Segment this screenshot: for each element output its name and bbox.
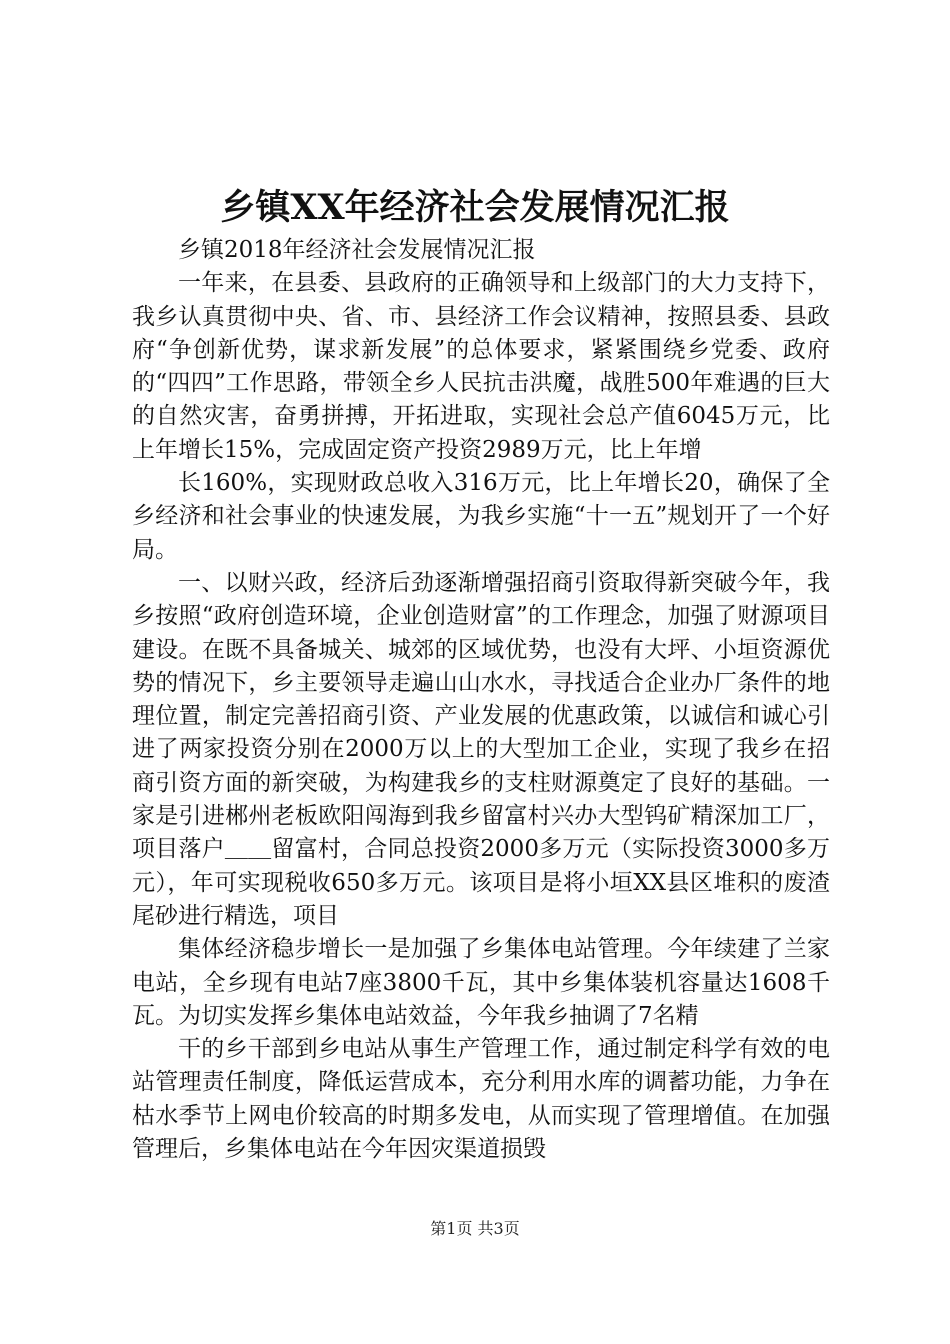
- paragraph: 干的乡干部到乡电站从事生产管理工作，通过制定科学有效的电站管理责任制度，降低运营成本，充分利用水库的调蓄功能，力争在枯水季节上网电价较高的时期多发电，从而实现了管理增值。在加强管理后，乡集体电站在今年因灾渠道损毁: [132, 1036, 830, 1163]
- document-body: [132, 234, 830, 1166]
- document-title: 乡镇XX年经济社会发展情况汇报: [220, 187, 730, 228]
- paragraph: 乡镇2018年经济社会发展情况汇报: [178, 237, 536, 263]
- paragraph: 集体经济稳步增长一是加强了乡集体电站管理。今年续建了兰家电站，全乡现有电站7座3800千瓦，其中乡集体装机容量达1608千瓦。为切实发挥乡集体电站效益，今年我乡抽调了7名精: [132, 936, 830, 1029]
- paragraph: 长160%，实现财政总收入316万元，比上年增长20，确保了全乡经济和社会事业的快速发展，为我乡实施“十一五”规划开了一个好局。: [132, 470, 830, 563]
- paragraph: 一年来，在县委、县政府的正确领导和上级部门的大力支持下，我乡认真贯彻中央、省、市、县经济工作会议精神，按照县委、县政府“争创新优势，谋求新发展”的总体要求，紧紧围绕乡党委、政府的“四四”工作思路，带领全乡人民抗击洪魔，战胜500年难遇的巨大的自然灾害，奋勇拼搏，开拓进取，实现社会总产值6045万元，比上年增长15%，完成固定资产投资2989万元，比上年增: [132, 270, 830, 463]
- page-number-footer: 第1页 共3页: [430, 1219, 520, 1238]
- paragraph: 一、以财兴政，经济后劲逐渐增强招商引资取得新突破今年，我乡按照“政府创造环境，企业创造财富”的工作理念，加强了财源项目建设。在既不具备城关、城郊的区域优势，也没有大坪、小垣资源优势的情况下，乡主要领导走遍山山水水，寻找适合企业办厂条件的地理位置，制定完善招商引资、产业发展的优惠政策，以诚信和诚心引进了两家投资分别在2000万以上的大型加工企业，实现了我乡在招商引资方面的新突破，为构建我乡的支柱财源奠定了良好的基础。一家是引进郴州老板欧阳闯海到我乡留富村兴办大型钨矿精深加工厂，项目落户＿＿留富村，合同总投资2000多万元（实际投资3000多万元），年可实现税收650多万元。该项目是将小垣XX县区堆积的废渣尾砂进行精选，项目: [132, 569, 830, 929]
